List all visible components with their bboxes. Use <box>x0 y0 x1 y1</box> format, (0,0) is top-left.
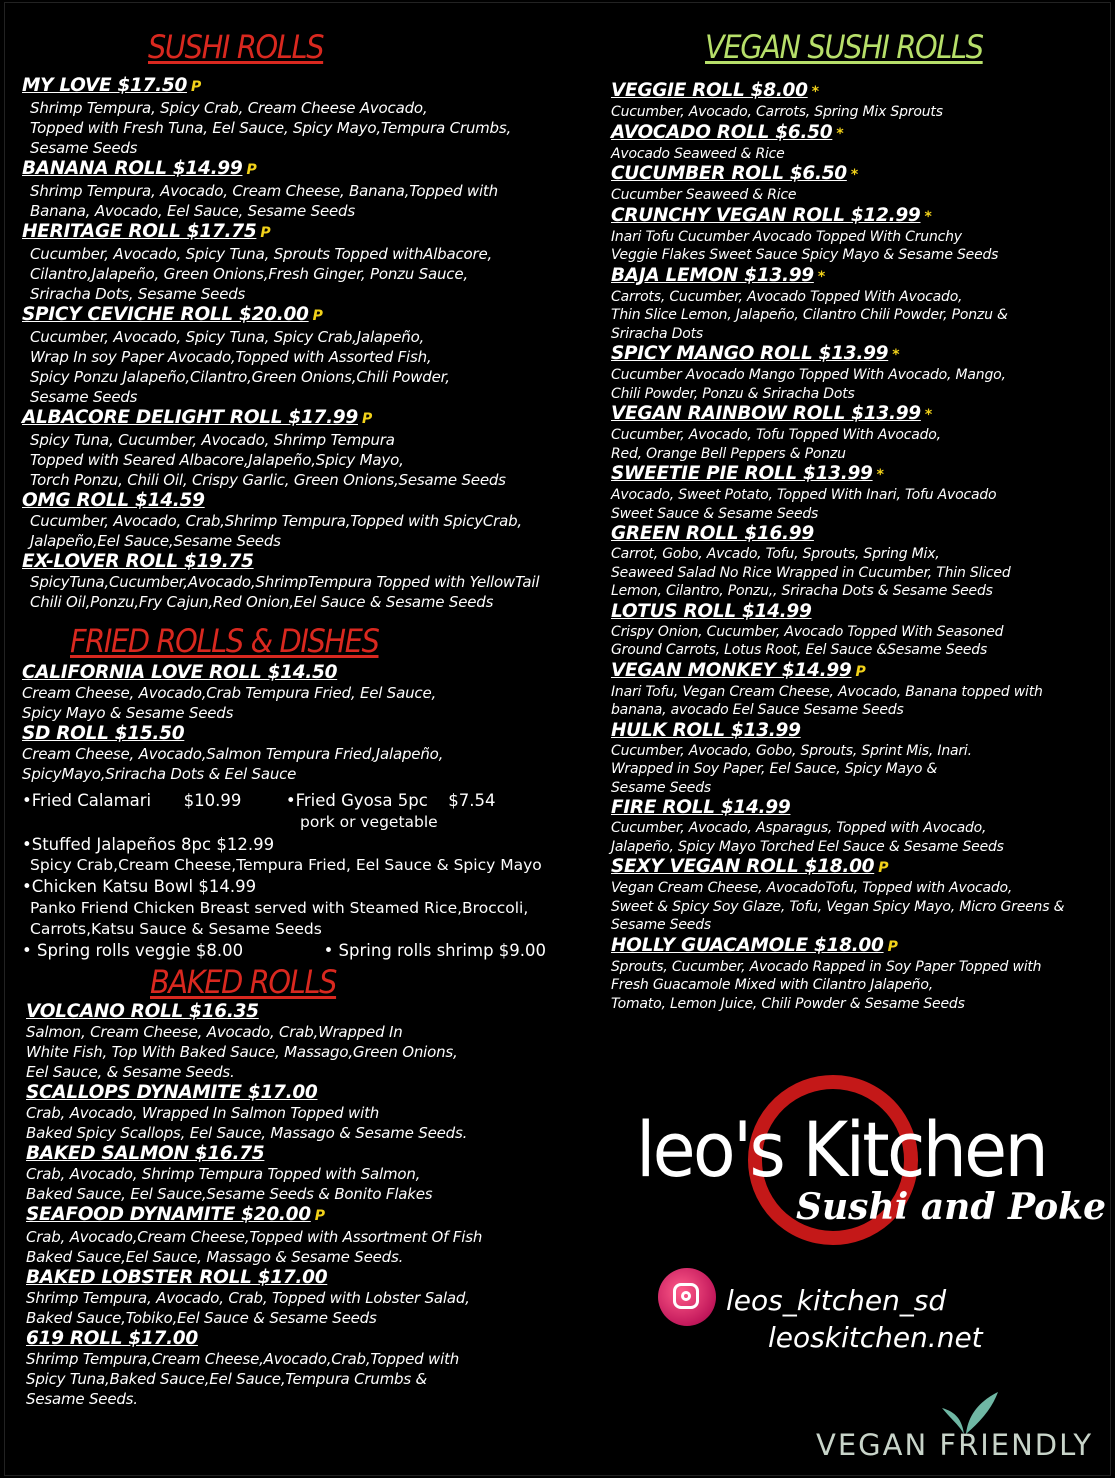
menu-item <box>611 163 1106 205</box>
menu-item-description: Spicy Tuna, Cucumber, Avocado, Shrimp Tempura <box>30 431 395 449</box>
menu-item-description: Sesame Seeds. <box>26 1390 138 1408</box>
menu-item-description: Chili Powder, Ponzu & Sriracha Dots <box>611 385 855 402</box>
menu-item <box>611 935 1106 1014</box>
menu-item-mark: * <box>924 208 932 225</box>
logo-name: leo's Kitchen <box>636 1105 1047 1194</box>
menu-item-description: Spicy Tuna,Baked Sauce,Eel Sauce,Tempura Crumbs & <box>26 1370 428 1388</box>
menu-item-title <box>611 856 1106 879</box>
menu-item <box>611 523 1106 601</box>
menu-item-description: Torch Ponzu, Chili Oil, Crispy Garlic, Green Onions,Sesame Seeds <box>30 471 506 489</box>
menu-item-name-price: VOLCANO ROLL $16.35 <box>26 1001 259 1022</box>
menu-item-mark: * <box>836 125 844 142</box>
menu-item <box>611 122 1106 164</box>
dish-spring-veggie: • Spring rolls veggie $8.00 <box>22 940 244 960</box>
menu-item-title <box>22 407 582 430</box>
menu-item-mark: P <box>887 938 898 955</box>
menu-item-title <box>22 158 582 181</box>
menu-item-title <box>611 601 1106 623</box>
menu-item <box>22 723 582 784</box>
dish-spring-shrimp: • Spring rolls shrimp $9.00 <box>323 940 547 960</box>
menu-item-name-price: VEGAN MONKEY $14.99 <box>611 659 852 681</box>
menu-item-name-price: AVOCADO ROLL $6.50 <box>611 121 833 143</box>
menu-item-name-price: SCALLOPS DYNAMITE $17.00 <box>26 1082 318 1103</box>
menu-item-name-price: SPICY CEVICHE ROLL $20.00 <box>22 304 309 325</box>
menu-item-name-price: SD ROLL $15.50 <box>22 723 185 744</box>
menu-item-description: Sesame Seeds <box>611 779 711 796</box>
menu-item <box>611 601 1106 660</box>
menu-item-description: banana, avocado Eel Sauce Sesame Seeds <box>611 702 904 718</box>
menu-item-description: Sweet & Spicy Soy Glaze, Tofu, Vegan Spicy Mayo, Micro Greens & <box>611 898 1065 915</box>
menu-item-title <box>22 221 582 244</box>
menu-item-name-price: MY LOVE $17.50 <box>22 75 188 96</box>
menu-item-description: Cucumber Seaweed & Rice <box>611 187 797 203</box>
menu-item-description: Cream Cheese, Avocado,Crab Tempura Fried, Eel Sauce, <box>22 684 437 702</box>
menu-item-description: Wrapped in Soy Paper, Eel Sauce, Spicy Mayo & <box>611 761 938 777</box>
menu-item-description: Spicy Ponzu Jalapeño,Cilantro,Green Onions,Chili Powder, <box>30 368 450 386</box>
dish-jalapenos: •Stuffed Jalapeños 8pc $12.99 <box>22 834 275 854</box>
menu-item <box>22 662 582 723</box>
menu-item <box>611 80 1106 122</box>
baked-heading: BAKED ROLLS <box>150 963 337 1001</box>
social-info <box>658 1262 1078 1362</box>
menu-item <box>22 75 582 158</box>
logo-tagline: Sushi and Poke <box>796 1186 1106 1228</box>
menu-item-name-price: HERITAGE ROLL $17.75 <box>22 221 257 242</box>
menu-item-description: Red, Orange Bell Peppers & Ponzu <box>611 445 846 462</box>
menu-item <box>22 490 582 551</box>
dish-row-calamari-gyosa <box>22 790 582 812</box>
menu-item-mark: P <box>314 1208 325 1224</box>
menu-item <box>26 1267 582 1328</box>
menu-item-title <box>26 1082 582 1103</box>
dish-katsu: •Chicken Katsu Bowl $14.99 <box>22 877 257 896</box>
menu-item <box>611 856 1106 935</box>
menu-item <box>26 1082 582 1143</box>
menu-item-description: Sesame Seeds <box>30 388 138 406</box>
menu-item-description: Cilantro,Jalapeño, Green Onions,Fresh Ginger, Ponzu Sauce, <box>30 265 468 283</box>
dish-calamari-price: $10.99 <box>183 791 242 810</box>
menu-item-name-price: ALBACORE DELIGHT ROLL $17.99 <box>22 407 358 428</box>
menu-item-name-price: VEGGIE ROLL $8.00 <box>611 80 808 101</box>
menu-item-title <box>611 343 1106 366</box>
menu-item-description: Avocado, Sweet Potato, Topped With Inari, Tofu Avocado <box>611 487 997 503</box>
menu-item-description: Cucumber, Avocado, Asparagus, Topped with Avocado, <box>611 820 987 836</box>
dish-gyosa-note: pork or vegetable <box>300 812 438 831</box>
menu-item <box>611 343 1106 403</box>
menu-item-description: Tomato, Lemon Juice, Chili Powder & Sesame Seeds <box>611 995 965 1012</box>
vegan-rolls-list <box>611 80 1106 1013</box>
menu-item-name-price: CALIFORNIA LOVE ROLL $14.50 <box>22 662 338 683</box>
menu-item <box>22 158 582 221</box>
menu-item-title <box>611 660 1106 683</box>
menu-item <box>26 1328 582 1409</box>
menu-item-description: Topped with Seared Albacore,Jalapeño,Spicy Mayo, <box>30 451 404 469</box>
sushi-rolls-list <box>22 75 582 612</box>
menu-item-title <box>26 1267 582 1288</box>
menu-item-description: Vegan Cream Cheese, AvocadoTofu, Topped with Avocado, <box>611 880 1013 896</box>
menu-item <box>22 304 582 407</box>
menu-item-title <box>611 163 1106 186</box>
menu-item-description: Sweet Sauce & Sesame Seeds <box>611 505 819 522</box>
menu-item-name-price: EX-LOVER ROLL $19.75 <box>22 551 254 572</box>
menu-item-description: Cucumber, Avocado, Tofu Topped With Avocado, <box>611 427 941 443</box>
menu-item-description: Baked Spicy Scallops, Eel Sauce, Massago & Sesame Seeds. <box>26 1124 468 1142</box>
menu-item-name-price: 619 ROLL $17.00 <box>26 1328 198 1349</box>
menu-item-name-price: OMG ROLL $14.59 <box>22 490 205 511</box>
menu-item-description: Inari Tofu Cucumber Avocado Topped With Crunchy <box>611 228 962 245</box>
menu-item <box>22 551 582 612</box>
menu-item-description: Sriracha Dots, Sesame Seeds <box>30 285 246 303</box>
menu-item <box>611 463 1106 523</box>
menu-item-description: Jalapeño, Spicy Mayo Torched Eel Sauce & Sesame Seeds <box>611 838 1004 855</box>
menu-item-description: Salmon, Cream Cheese, Avocado, Crab,Wrapped In <box>26 1023 403 1041</box>
menu-item-mark: P <box>191 79 201 95</box>
menu-item-name-price: HOLLY GUACAMOLE $18.00 <box>611 934 884 956</box>
menu-item-description: Avocado Seaweed & Rice <box>611 145 785 162</box>
menu-item-description: Cucumber, Avocado, Carrots, Spring Mix Sprouts <box>611 104 943 120</box>
menu-item-description: Cream Cheese, Avocado,Salmon Tempura Fried,Jalapeño, <box>22 745 444 763</box>
vegan-friendly-badge <box>816 1390 1112 1470</box>
menu-item-mark: P <box>855 663 866 680</box>
menu-item-description: Cucumber, Avocado, Spicy Tuna, Sprouts Topped withAlbacore, <box>30 245 493 263</box>
menu-item-description: Eel Sauce, & Sesame Seeds. <box>26 1063 235 1081</box>
right-column <box>611 28 1106 1013</box>
menu-item-title <box>22 304 582 327</box>
menu-item-title <box>611 463 1106 486</box>
menu-item-description: Carrot, Gobo, Avcado, Tofu, Sprouts, Spring Mix, <box>611 546 940 562</box>
menu-item-title <box>611 797 1106 819</box>
menu-item-mark: * <box>892 347 900 363</box>
menu-item-description: Baked Sauce,Tobiko,Eel Sauce & Sesame Seeds <box>26 1309 377 1327</box>
menu-item <box>26 1001 582 1082</box>
menu-item-description: Crab, Avocado, Shrimp Tempura Topped with Salmon, <box>26 1165 421 1183</box>
menu-item-mark: * <box>876 467 884 483</box>
menu-item <box>22 407 582 490</box>
menu-item-description: Cucumber, Avocado, Spicy Tuna, Spicy Crab,Jalapeño, <box>30 328 425 346</box>
dish-katsu-desc-1: Panko Friend Chicken Breast served with Steamed Rice,Broccoli, <box>30 898 529 917</box>
left-column <box>22 28 582 1409</box>
menu-item-description: Baked Sauce, Eel Sauce,Sesame Seeds & Bonito Flakes <box>26 1185 433 1203</box>
fried-heading: FRIED ROLLS & DISHES <box>70 622 379 660</box>
menu-item-mark: P <box>246 162 257 178</box>
menu-item-description: Shrimp Tempura,Cream Cheese,Avocado,Crab,Topped with <box>26 1350 460 1368</box>
restaurant-logo <box>630 1065 1106 1255</box>
menu-item <box>611 205 1106 265</box>
menu-item-title <box>611 265 1106 288</box>
menu-item-name-price: BAKED SALMON $16.75 <box>26 1143 265 1164</box>
menu-item-name-price: CRUNCHY VEGAN ROLL $12.99 <box>611 204 921 226</box>
menu-item <box>26 1204 582 1267</box>
menu-item-description: Inari Tofu, Vegan Cream Cheese, Avocado, Banana topped with <box>611 683 1043 700</box>
instagram-icon[interactable] <box>658 1268 716 1326</box>
menu-item-name-price: VEGAN RAINBOW ROLL $13.99 <box>611 403 921 424</box>
menu-item-description: Fresh Guacamole Mixed with Cilantro Jalapeño, <box>611 977 933 993</box>
dish-gyosa-price: $7.54 <box>448 791 496 810</box>
menu-item-description: SpicyTuna,Cucumber,Avocado,ShrimpTempura Topped with YellowTail <box>30 573 540 591</box>
menu-item-name-price: BANANA ROLL $14.99 <box>22 158 243 179</box>
menu-item-title <box>611 935 1106 958</box>
fried-dishes <box>22 790 582 961</box>
vegan-heading: VEGAN SUSHI ROLLS <box>705 28 983 66</box>
menu-item-description: Chili Oil,Ponzu,Fry Cajun,Red Onion,Eel Sauce & Sesame Seeds <box>30 593 494 611</box>
menu-item-description: Cucumber Avocado Mango Topped With Avocado, Mango, <box>611 367 1006 383</box>
menu-item-description: Shrimp Tempura, Avocado, Cream Cheese, Banana,Topped with <box>30 182 498 200</box>
menu-item <box>611 660 1106 720</box>
menu-item-description: Ground Carrots, Lotus Root, Eel Sauce &Sesame Seeds <box>611 642 988 658</box>
menu-item-description: White Fish, Top With Baked Sauce, Massago,Green Onions, <box>26 1043 458 1061</box>
menu-item-name-price: GREEN ROLL $16.99 <box>611 523 814 544</box>
menu-item-title <box>26 1328 582 1349</box>
menu-item-description: Crab, Avocado,Cream Cheese,Topped with Assortment Of Fish <box>26 1228 483 1246</box>
menu-item-description: Sprouts, Cucumber, Avocado Rapped in Soy Paper Topped with <box>611 958 1042 975</box>
menu-item-mark: P <box>312 308 323 324</box>
menu-item-name-price: SEXY VEGAN ROLL $18.00 <box>611 856 875 877</box>
menu-item-description: Spicy Mayo & Sesame Seeds <box>22 704 234 722</box>
menu-item <box>611 265 1106 344</box>
menu-item-name-price: BAJA LEMON $13.99 <box>611 264 814 286</box>
menu-item-description: Veggie Flakes Sweet Sauce Spicy Mayo & Sesame Seeds <box>611 247 999 263</box>
menu-item-name-price: LOTUS ROLL $14.99 <box>611 600 812 622</box>
menu-item-description: Seaweed Salad No Rice Wrapped in Cucumber, Thin Sliced <box>611 564 1011 581</box>
menu-item-title <box>22 551 582 572</box>
menu-item <box>22 221 582 304</box>
menu-item-description: Cucumber, Avocado, Crab,Shrimp Tempura,Topped with SpicyCrab, <box>30 512 522 530</box>
menu-item-name-price: HULK ROLL $13.99 <box>611 719 801 741</box>
menu-item-mark: * <box>817 268 825 285</box>
menu-item-description: Sesame Seeds <box>611 917 711 933</box>
menu-item-title <box>611 403 1106 426</box>
menu-item-title <box>611 80 1106 103</box>
dish-gyosa: •Fried Gyosa 5pc <box>285 791 428 810</box>
baked-rolls-list <box>26 1001 582 1409</box>
menu-item <box>26 1143 582 1204</box>
menu-item-description: Carrots, Cucumber, Avocado Topped With Avocado, <box>611 288 963 305</box>
menu-item-mark: P <box>260 225 271 241</box>
menu-item-title <box>611 720 1106 742</box>
menu-item-title <box>611 523 1106 545</box>
menu-item-name-price: SEAFOOD DYNAMITE $20.00 <box>26 1204 311 1225</box>
menu-item-description: Shrimp Tempura, Avocado, Crab, Topped with Lobster Salad, <box>26 1289 470 1307</box>
dish-row-spring-rolls <box>22 940 582 962</box>
menu-item-description: Thin Slice Lemon, Jalapeño, Cilantro Chili Powder, Ponzu & <box>611 307 1008 323</box>
menu-item-description: Sriracha Dots <box>611 325 703 342</box>
menu-item-name-price: SPICY MANGO ROLL $13.99 <box>611 343 889 364</box>
dish-calamari: •Fried Calamari <box>22 791 152 810</box>
menu-item-description: Crab, Avocado, Wrapped In Salmon Topped with <box>26 1104 380 1122</box>
menu-item-description: Wrap In soy Paper Avocado,Topped with Assorted Fish, <box>30 348 432 366</box>
menu-item <box>611 403 1106 463</box>
menu-item-name-price: SWEETIE PIE ROLL $13.99 <box>611 463 873 484</box>
menu-item-mark: * <box>850 167 858 183</box>
menu-item-title <box>22 75 582 98</box>
menu-item-title <box>22 662 582 683</box>
menu-item-description: Shrimp Tempura, Spicy Crab, Cream Cheese Avocado, <box>30 99 428 117</box>
menu-item-mark: P <box>878 860 889 876</box>
menu-item-description: Cucumber, Avocado, Gobo, Sprouts, Sprint Mis, Inari. <box>611 742 972 759</box>
dish-jalapenos-desc: Spicy Crab,Cream Cheese,Tempura Fried, Eel Sauce & Spicy Mayo <box>30 856 542 874</box>
menu-item <box>611 797 1106 856</box>
vegan-friendly-text: VEGAN FRIENDLY <box>816 1428 1094 1462</box>
instagram-handle[interactable]: leos_kitchen_sd <box>726 1284 947 1317</box>
menu-item <box>611 720 1106 798</box>
fried-rolls-list <box>22 662 582 784</box>
menu-item-mark: * <box>811 84 819 100</box>
menu-item-description: Sesame Seeds <box>30 139 138 157</box>
menu-item-description: Crispy Onion, Cucumber, Avocado Topped With Seasoned <box>611 623 1004 640</box>
menu-item-name-price: BAKED LOBSTER ROLL $17.00 <box>26 1267 328 1288</box>
menu-item-description: Jalapeño,Eel Sauce,Sesame Seeds <box>30 532 281 550</box>
menu-item-title <box>22 490 582 511</box>
menu-item-title <box>22 723 582 744</box>
menu-item-name-price: FIRE ROLL $14.99 <box>611 797 791 818</box>
menu-item-title <box>26 1001 582 1022</box>
menu-item-description: Baked Sauce,Eel Sauce, Massago & Sesame Seeds. <box>26 1248 404 1266</box>
website-link[interactable]: leoskitchen.net <box>768 1321 983 1354</box>
menu-item-description: SpicyMayo,Sriracha Dots & Eel Sauce <box>22 765 297 783</box>
menu-item-name-price: CUCUMBER ROLL $6.50 <box>611 163 847 184</box>
menu-item-title <box>611 122 1106 145</box>
dish-katsu-desc-2: Carrots,Katsu Sauce & Sesame Seeds <box>30 919 322 938</box>
menu-item-title <box>611 205 1106 228</box>
menu-item-description: Lemon, Cilantro, Ponzu,, Sriracha Dots & Sesame Seeds <box>611 583 993 599</box>
menu-item-title <box>26 1143 582 1164</box>
menu-item-mark: P <box>361 411 372 427</box>
menu-item-description: Banana, Avocado, Eel Sauce, Sesame Seeds <box>30 202 355 220</box>
menu-item-mark: * <box>924 407 932 423</box>
menu-item-title <box>26 1204 582 1227</box>
sushi-rolls-heading: SUSHI ROLLS <box>148 28 324 66</box>
menu-item-description: Topped with Fresh Tuna, Eel Sauce, Spicy Mayo,Tempura Crumbs, <box>30 119 512 137</box>
